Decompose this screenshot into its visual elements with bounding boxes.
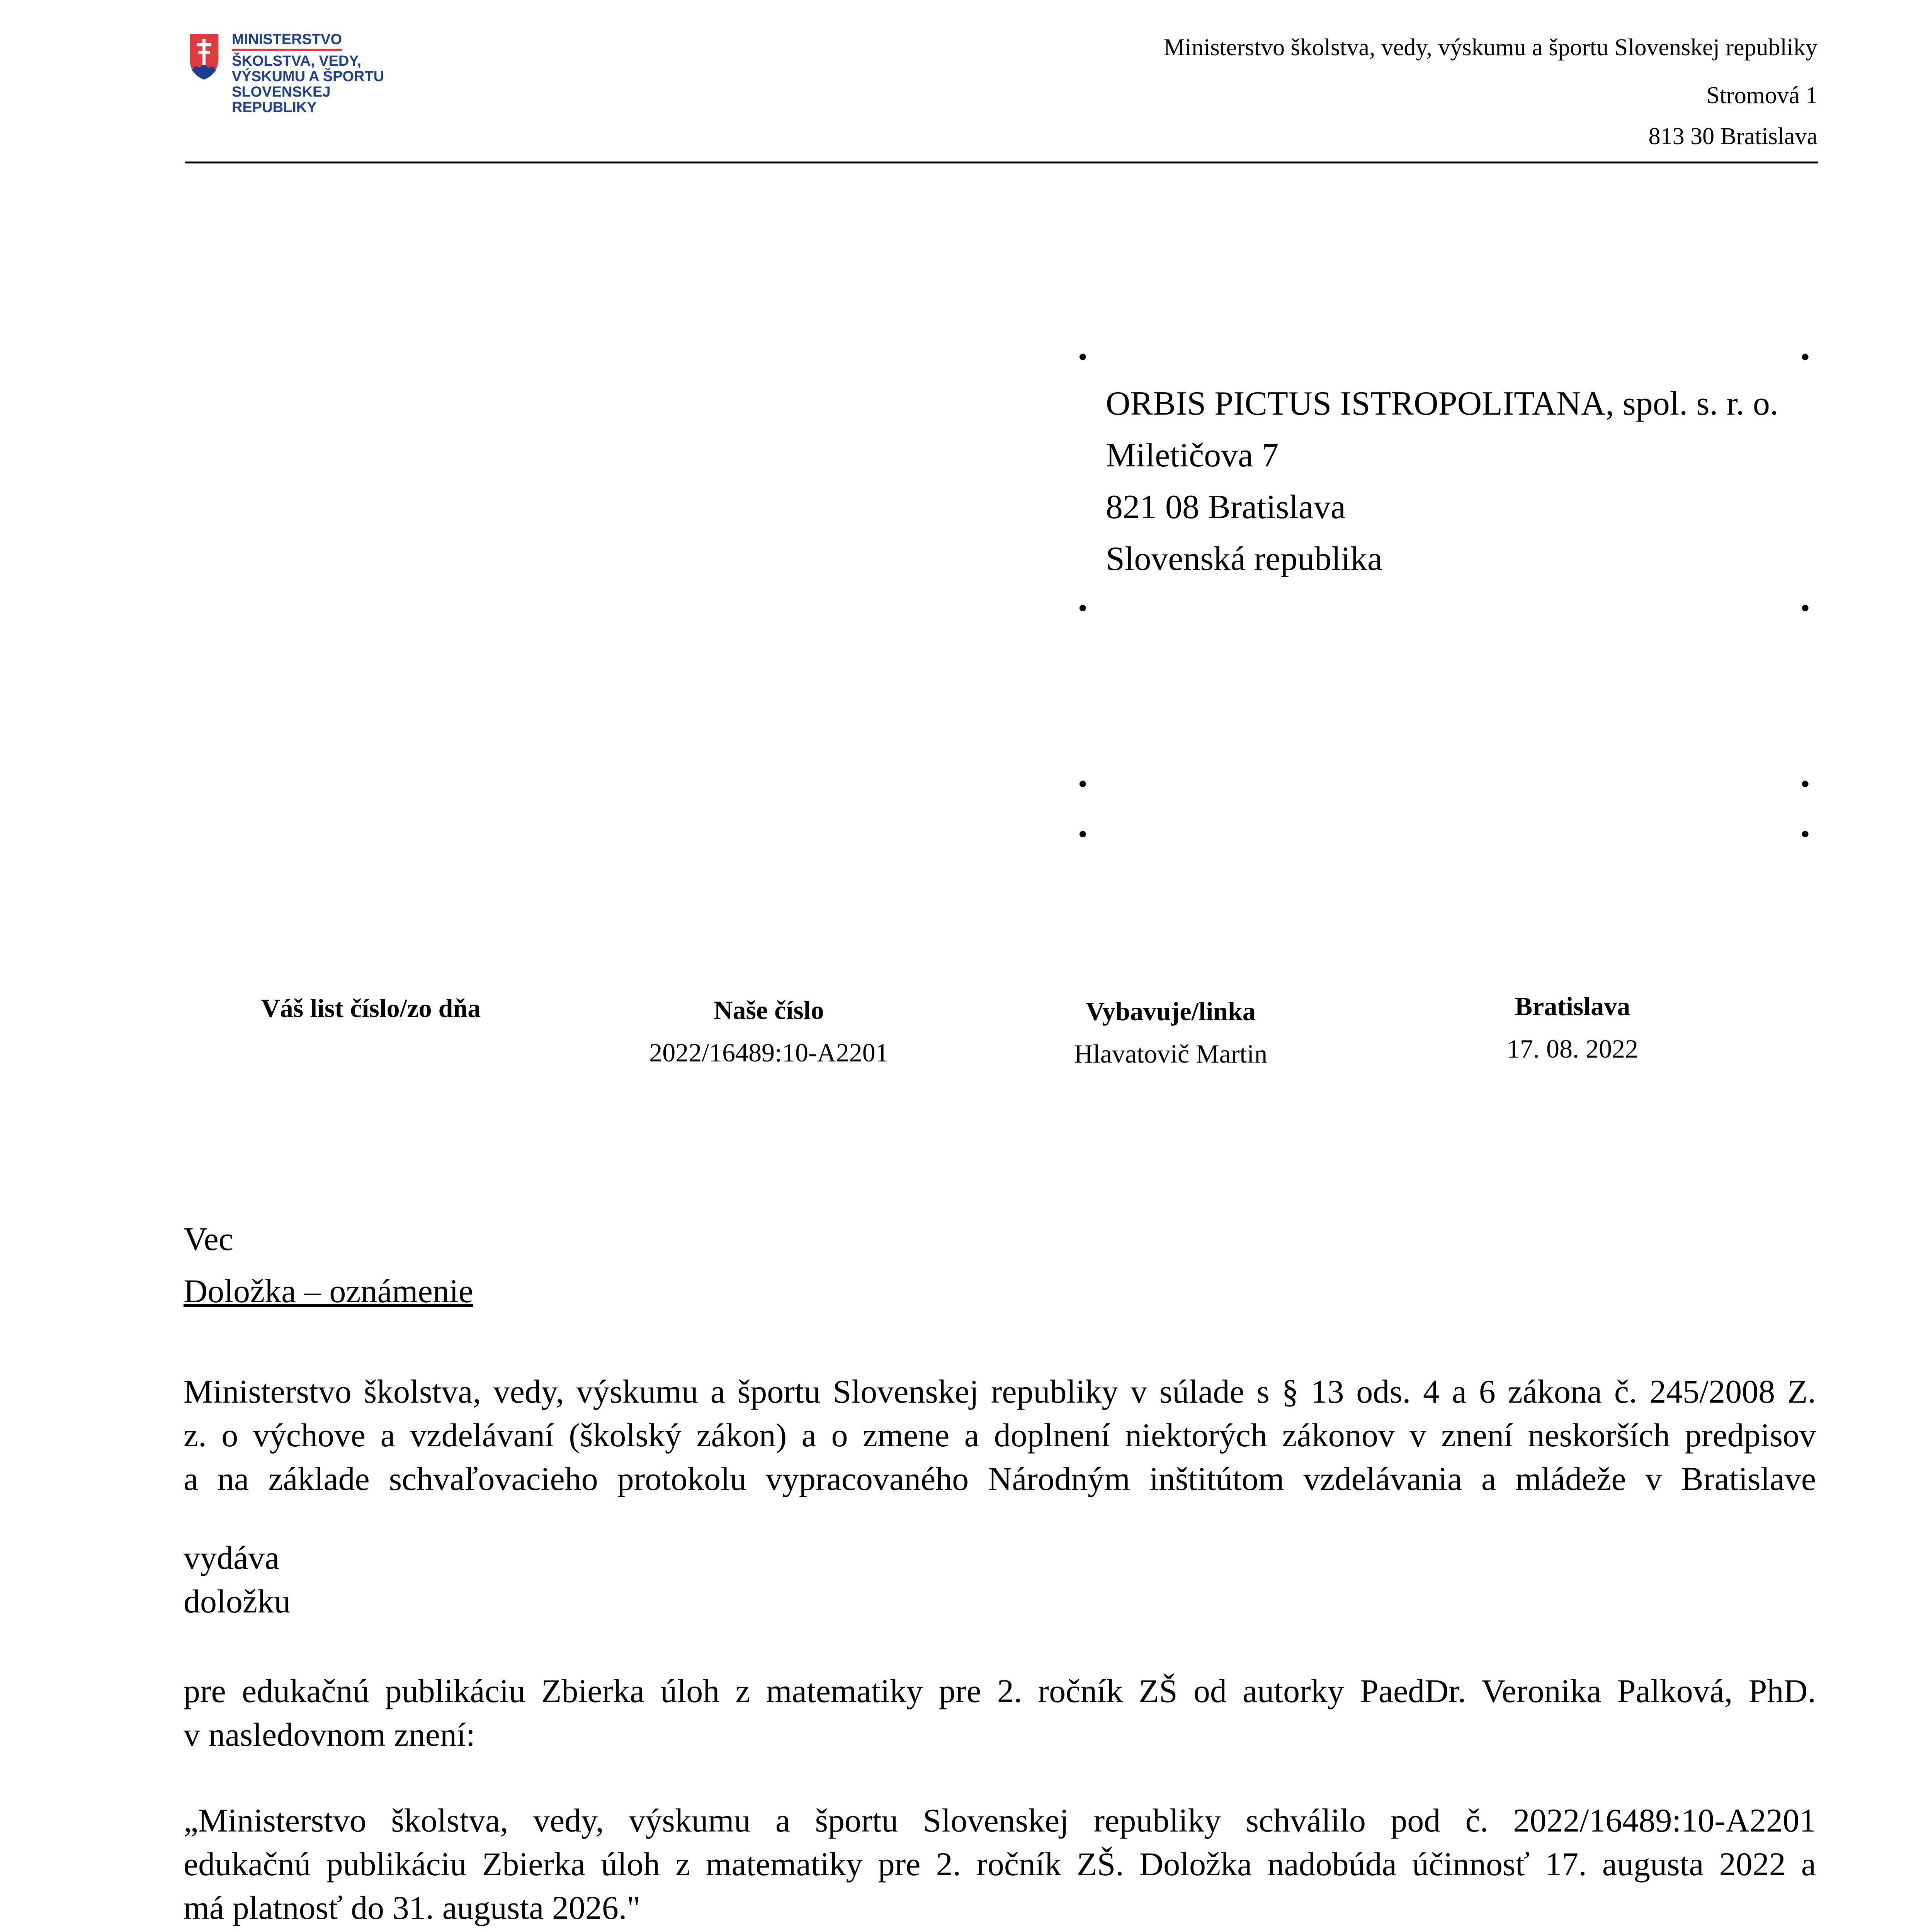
logo-line-1: MINISTERSTVO <box>232 32 342 51</box>
address-bullet-br2: • <box>1800 820 1810 849</box>
address-bullet-br1: • <box>1800 769 1810 799</box>
paragraph-publication <box>184 1669 1816 1757</box>
slovak-coat-of-arms-icon <box>187 32 221 82</box>
address-bullet-tr: • <box>1800 342 1810 372</box>
recipient-country: Slovenská republika <box>1106 540 1383 578</box>
logo-text <box>232 32 419 115</box>
paragraph-clause-line: edukačnú publikáciu Zbierka úloh z matematiky pre 2. ročník ZŠ. Doložka nadobúda účinnosť 17. augusta 2022 a <box>184 1845 1816 1883</box>
subject-title <box>184 1269 1816 1313</box>
paragraph-intro-line: a na základe schvaľovacieho protokolu vypracovaného Národným inštitútom vzdelávania a mládeže v Bratislave <box>184 1460 1816 1497</box>
header-street: Stromová 1 <box>1706 82 1817 109</box>
meta-date-value: 17. 08. 2022 <box>1507 1034 1638 1063</box>
meta-handled-by-label: Vybavuje/linka <box>1086 997 1256 1026</box>
meta-our-number-value: 2022/16489:10-A2201 <box>649 1038 889 1067</box>
recipient-address <box>1106 378 1778 585</box>
header-divider <box>185 162 1818 163</box>
paragraph-clause-line: „Ministerstvo školstva, vedy, výskumu a športu Slovenskej republiky schválilo pod č. 2022/16489:10-A2201 <box>184 1802 1816 1839</box>
meta-handled-by-value: Hlavatovič Martin <box>1074 1039 1268 1068</box>
logo-line-4: SLOVENSKEJ REPUBLIKY <box>232 84 331 116</box>
paragraph-clause-text <box>184 1799 1816 1930</box>
logo-line-3: VÝSKUMU A ŠPORTU <box>232 68 384 85</box>
subject-title-text: Doložka – oznámenie <box>184 1272 473 1310</box>
address-bullet-bl1: • <box>1078 769 1088 799</box>
paragraph-publication-line: v nasledovnom znení: <box>184 1716 475 1753</box>
meta-your-letter-label: Váš list číslo/zo dňa <box>261 993 481 1023</box>
issues-word: vydáva <box>184 1539 280 1576</box>
subject-label: Vec <box>184 1220 233 1257</box>
paragraph-intro-line: Ministerstvo školstva, vedy, výskumu a športu Slovenskej republiky v súlade s § 13 ods. 4 a 6 zákona č. 245/2008 Z. <box>184 1373 1816 1410</box>
address-bullet-mr: • <box>1800 594 1810 623</box>
paragraph-intro-line: z. o výchove a vzdelávaní (školský zákon) a o zmene a doplnení niektorých zákonov v znení neskorších predpisov <box>184 1417 1816 1454</box>
address-bullet-ml: • <box>1078 594 1088 623</box>
logo-line-2: ŠKOLSTVA, VEDY, <box>232 53 362 69</box>
meta-our-number-label: Naše číslo <box>714 995 824 1025</box>
recipient-name: ORBIS PICTUS ISTROPOLITANA, spol. s. r. o. <box>1106 385 1778 422</box>
clause-word: doložku <box>184 1583 291 1620</box>
paragraph-clause-line: má platnosť do 31. augusta 2026." <box>184 1889 641 1926</box>
header-city: 813 30 Bratislava <box>1648 123 1817 150</box>
recipient-city: 821 08 Bratislava <box>1106 488 1346 526</box>
address-bullet-bl2: • <box>1078 820 1088 849</box>
address-bullet-tl: • <box>1078 342 1088 372</box>
paragraph-publication-line: pre edukačnú publikáciu Zbierka úloh z matematiky pre 2. ročník ZŠ od autorky PaedDr. Veronika Palková, PhD. <box>184 1672 1816 1709</box>
paragraph-intro <box>184 1370 1816 1501</box>
meta-place-label: Bratislava <box>1515 992 1630 1021</box>
ministry-logo <box>187 31 419 116</box>
header-org-name: Ministerstvo školstva, vedy, výskumu a športu Slovenskej republiky <box>1163 34 1817 61</box>
recipient-street: Miletičova 7 <box>1106 437 1279 474</box>
